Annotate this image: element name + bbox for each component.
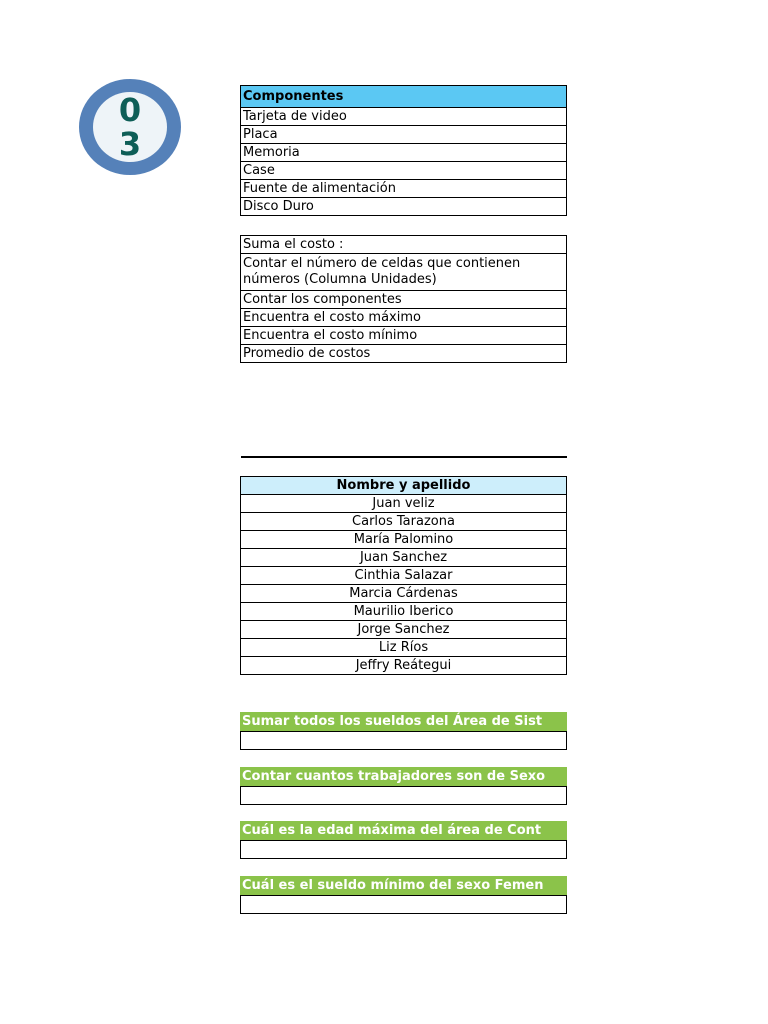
- name-cell[interactable]: Marcia Cárdenas: [241, 585, 567, 603]
- task-cell[interactable]: Encuentra el costo máximo: [241, 309, 567, 327]
- question-label-count-workers: Contar cuantos trabajadores son de Sexo: [240, 767, 567, 786]
- question-label-sum-salaries: Sumar todos los sueldos del Área de Sist: [240, 712, 567, 731]
- task-cell[interactable]: Contar el número de celdas que contienen números (Columna Unidades): [241, 254, 567, 291]
- names-header[interactable]: Nombre y apellido: [241, 477, 567, 495]
- tasks-table: [240, 235, 567, 363]
- components-header[interactable]: Componentes: [241, 86, 567, 108]
- section-badge: [79, 79, 181, 175]
- task-cell[interactable]: Suma el costo :: [241, 236, 567, 254]
- component-cell[interactable]: Tarjeta de video: [241, 108, 567, 126]
- component-cell[interactable]: Disco Duro: [241, 198, 567, 216]
- components-table: [240, 85, 567, 216]
- component-cell[interactable]: Fuente de alimentación: [241, 180, 567, 198]
- name-cell[interactable]: Juan veliz: [241, 495, 567, 513]
- answer-cell-max-age[interactable]: [240, 840, 567, 859]
- badge-inner: [93, 92, 167, 162]
- task-cell[interactable]: Encuentra el costo mínimo: [241, 327, 567, 345]
- component-cell[interactable]: Memoria: [241, 144, 567, 162]
- divider-line: [241, 456, 567, 458]
- name-cell[interactable]: Liz Ríos: [241, 639, 567, 657]
- name-cell[interactable]: Juan Sanchez: [241, 549, 567, 567]
- question-label-max-age: Cuál es la edad máxima del área de Cont: [240, 821, 567, 840]
- name-cell[interactable]: María Palomino: [241, 531, 567, 549]
- badge-digit-top: 0: [118, 91, 142, 129]
- answer-cell-count-workers[interactable]: [240, 786, 567, 805]
- name-cell[interactable]: Cinthia Salazar: [241, 567, 567, 585]
- task-cell[interactable]: Promedio de costos: [241, 345, 567, 363]
- badge-digit-bottom: 3: [118, 125, 142, 163]
- answer-cell-sum-salaries[interactable]: [240, 731, 567, 750]
- question-label-min-salary: Cuál es el sueldo mínimo del sexo Femen: [240, 876, 567, 895]
- name-cell[interactable]: Jeffry Reátegui: [241, 657, 567, 675]
- names-table: [240, 476, 567, 675]
- name-cell[interactable]: Jorge Sanchez: [241, 621, 567, 639]
- name-cell[interactable]: Maurilio Iberico: [241, 603, 567, 621]
- component-cell[interactable]: Case: [241, 162, 567, 180]
- component-cell[interactable]: Placa: [241, 126, 567, 144]
- name-cell[interactable]: Carlos Tarazona: [241, 513, 567, 531]
- answer-cell-min-salary[interactable]: [240, 895, 567, 914]
- task-cell[interactable]: Contar los componentes: [241, 291, 567, 309]
